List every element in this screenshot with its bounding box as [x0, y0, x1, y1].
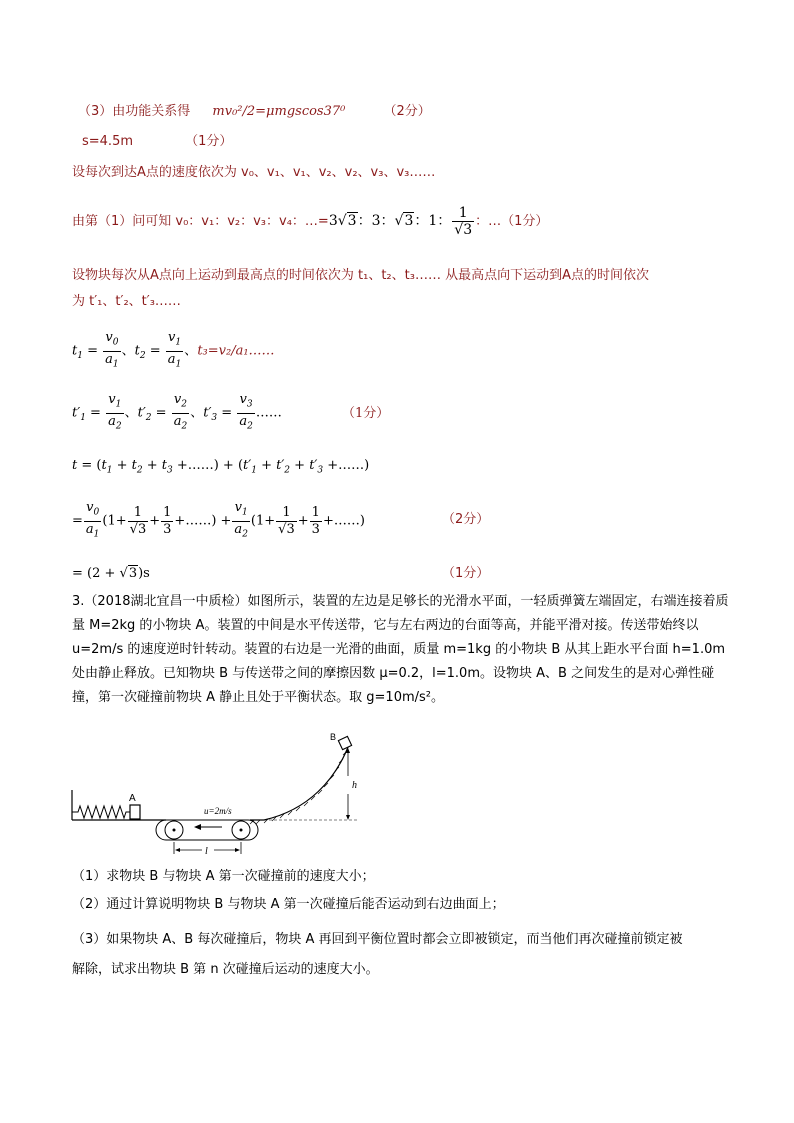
label-u: u=2m/s	[204, 806, 232, 816]
s-line	[82, 133, 232, 151]
problem-statement: （2018湖北宜昌一中质检）如图所示，装置的左边是足够长的光滑水平面，一轻质弹簧左端固定，右端连接着质量 M=2kg 的小物块 A。装置的中间是水平传送带，它与左右两边的台面等高，并能平滑对接。传送带始终以 u=2m/s 的速度逆时针转动。装置的右边是一光滑的曲面，质量 m=1kg 的小物块 B 从其上距水平台面 h=1.0m 处由静止释放。已知物块 B 与传送带之间的摩擦因数 μ=0.2，l=1.0m。设物块 A、B 之间发生的是对心弹性碰撞，第一次碰撞前物块 A 静止且处于平衡状态。取 g=10m/s²。	[72, 594, 729, 705]
apparatus-figure	[68, 728, 368, 858]
block-a	[130, 805, 140, 819]
question-3-line-2: 解除，试求出物块 B 第 n 次碰撞后运动的速度大小。	[72, 962, 379, 977]
problem-3-text	[72, 590, 732, 710]
label-h: h	[352, 780, 357, 791]
label-b: B	[330, 732, 337, 742]
t-up-equation: $t_1$ = $\frac{v_0}{a_1}$ 、$t_2$ = $\frac{v_1}{a_1}$ 、t₃=v₂/a₁……	[72, 330, 275, 370]
question-2: （2）通过计算说明物块 B 与物块 A 第一次碰撞后能否运动到右边曲面上；	[72, 897, 505, 912]
part3-label: （3）由功能关系得	[78, 104, 191, 119]
part3-equation: mv₀²/2=μmgscos37⁰	[212, 104, 346, 119]
t-down-score: （1分）	[341, 405, 390, 421]
part3-line	[78, 103, 431, 121]
t-series-score: （2分）	[442, 512, 490, 527]
question-1: （1）求物块 B 与物块 A 第一次碰撞前的速度大小；	[72, 869, 375, 884]
s-score: （1分）	[185, 134, 233, 149]
final-score: （1分）	[442, 566, 490, 581]
speeds-line: 设每次到达A点的速度依次为 v₀、v₁、v₁、v₂、v₂、v₃、v₃……	[72, 165, 436, 180]
spring	[72, 806, 130, 818]
s-value: s=4.5m	[82, 134, 134, 149]
ratio-tail: ：…（1分）	[475, 214, 549, 229]
curved-surface	[250, 742, 350, 820]
t-up-tail: t₃=v₂/a₁……	[197, 343, 275, 359]
label-a: A	[129, 793, 136, 804]
t-series-equation: = $\frac{v_0}{a_1}$ (1+ $\frac{1}{√3}$ + $\frac{1}{3}$ +……) + $\frac{v_1}{a_2}$ (1+ $\frac{1}{√3}$ + $\frac{1}{3}$ +……)	[72, 500, 365, 540]
final-result: = (2 + √3)s	[72, 566, 150, 581]
conveyor-belt	[156, 820, 258, 840]
ratio-values: 3√3：3：√3：1： $\frac{1}{√3}$	[328, 204, 473, 238]
ratio-line	[72, 204, 548, 239]
arrow-head-icon	[194, 824, 201, 830]
time-line-2: 为 t′₁、t′₂、t′₃……	[72, 294, 181, 309]
time-line-1: 设物块每次从A点向上运动到最高点的时间依次为 t₁、t₂、t₃…… 从最高点向下运动到A点的时间依次	[72, 268, 649, 283]
question-3-line-1: （3）如果物块 A、B 每次碰撞后，物块 A 再回到平衡位置时都会立即被锁定，而当他们再次碰撞前锁定被	[72, 932, 683, 947]
block-b	[338, 736, 351, 749]
problem-number: 3.	[72, 594, 85, 609]
ratio-prefix: 由第（1）问可知 v₀：v₁：v₂：v₃：v₄：…=	[72, 214, 329, 229]
part3-score: （2分）	[383, 104, 431, 119]
surface-hatching	[250, 751, 347, 824]
label-l: l	[205, 846, 208, 857]
t-sum-equation: $t = (t_1 + t_2 + t_3$ +……) + ($t'_1 + t'_2 + t'_3$ +……)	[72, 458, 370, 476]
t-down-equation: $t'_1$ = $\frac{v_1}{a_2}$ 、$t'_2$ = $\frac{v_2}{a_2}$ 、$t'_3$ = $\frac{v_3}{a_2}$ …… （1分）	[72, 392, 390, 432]
